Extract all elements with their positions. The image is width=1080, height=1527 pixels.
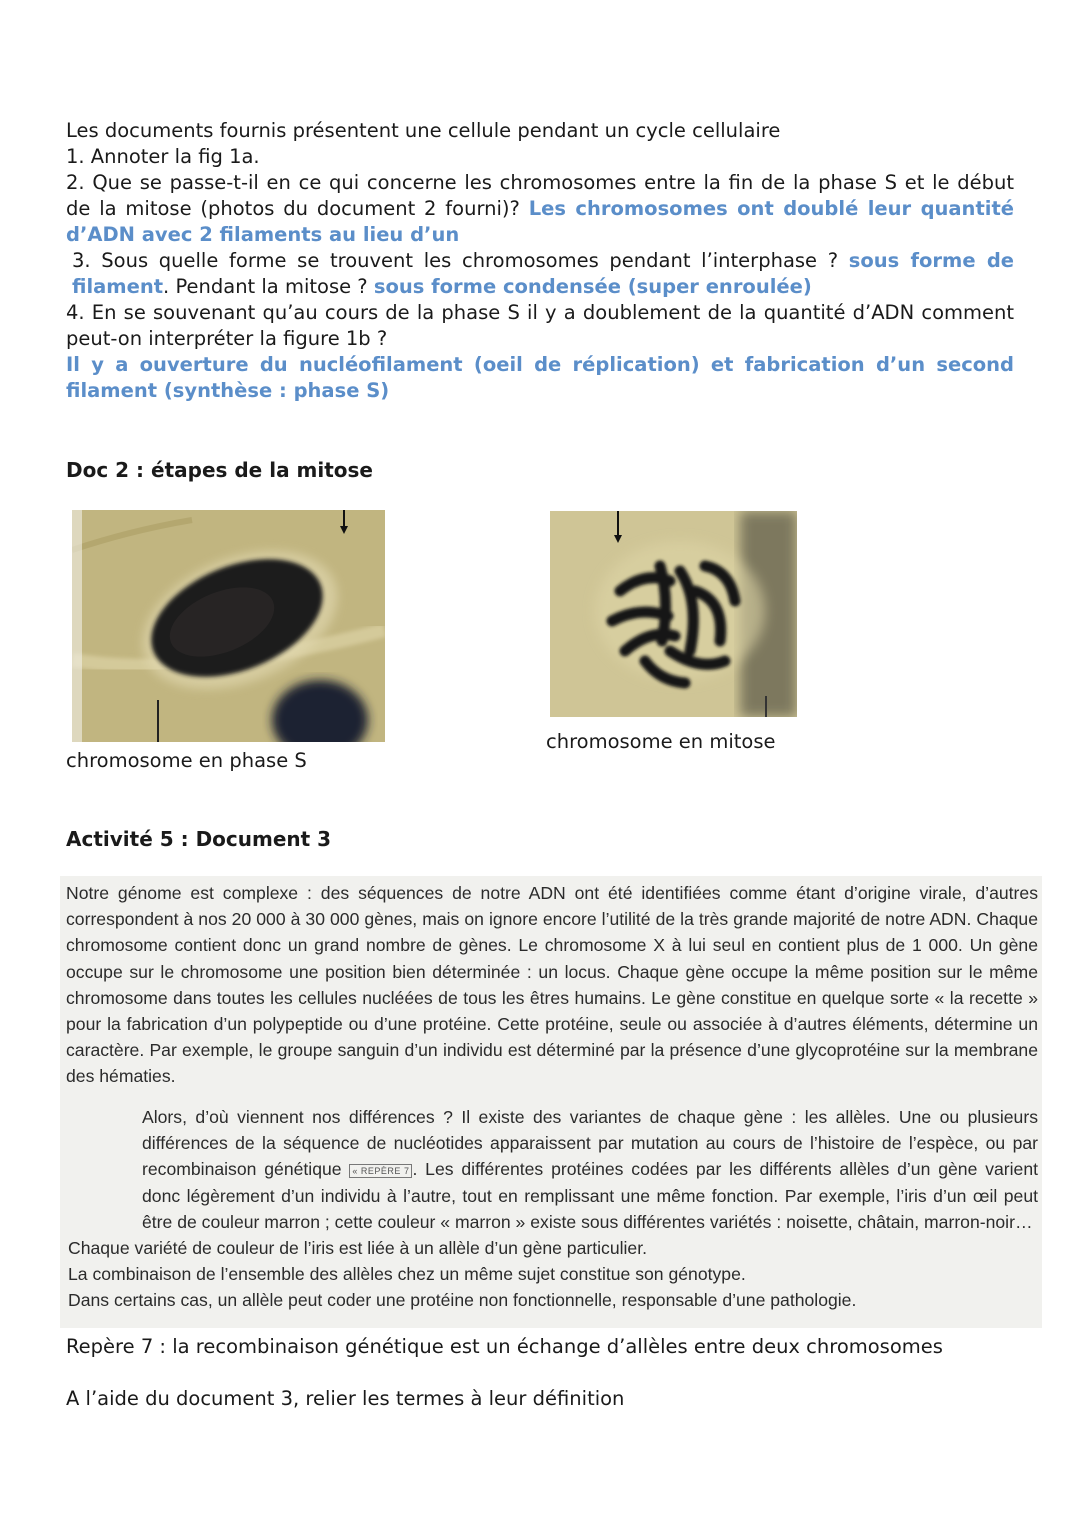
answer-4: Il y a ouverture du nucléofilament (oeil de réplication) et fabrication d’un second filament (synthèse : phase S) — [66, 353, 1014, 402]
repere-7-definition: Repère 7 : la recombinaison génétique est un échange d’allèles entre deux chromosomes — [66, 1335, 943, 1358]
question-4: 4. En se souvenant qu’au cours de la phase S il y a doublement de la quantité d’ADN comment peut-on interpréter la figure 1b ? — [66, 301, 1014, 350]
doc3-paragraph-1: Notre génome est complexe : des séquences de notre ADN ont été identifiées comme étant d’origine virale, d’autres correspondent à nos 20 000 à 30 000 gènes, mais on ignore encore l’utilité de la très grande majorité de notre ADN. Chaque chromosome contient donc un grand nombre de gènes. Le chromosome X à lui seul en contient plus de 1 000. Un gène occupe sur le chromosome une position bien déterminée : un locus. Chaque gène occupe la même position sur le même chromosome dans toutes les cellules nucléées de tous les êtres humains. Le gène constitue en quelque sorte « la recette » pour la fabrication d’un polypeptide ou d’une protéine. Cette protéine, seule ou associée à d’autres éléments, détermine un caractère. Par exemple, le groupe sanguin d’un individu est déterminé par la présence d’une glycoprotéine sur la membrane des hématies. — [66, 883, 1038, 1087]
doc2-title: Doc 2 : étapes de la mitose — [66, 458, 373, 482]
answer-3b: sous forme condensée (super enroulée) — [373, 275, 812, 298]
caption-mitose: chromosome en mitose — [546, 730, 776, 753]
doc3-paragraph-2-end: . Les différentes protéines codées par les différents allèles d’un gène varient donc légèrement d’un individu à l’autre, tout en remplissant une même fonction. Par exemple, l’iris d’un œil peut être de couleur marron ; cette couleur « marron » existe sous différentes variétés : noisette, châtain, marron-noir… — [142, 1159, 1039, 1232]
instruction: A l’aide du document 3, relier les termes à leur définition — [66, 1387, 625, 1410]
document-3-scan — [60, 876, 1042, 1328]
question-3-block — [66, 248, 1014, 300]
question-2: 2. Que se passe-t-il en ce qui concerne les chromosomes entre la fin de la phase S et le début de la mitose (photos du document 2 fourni)? — [66, 171, 1014, 220]
answer-3a: sous forme de filament — [72, 249, 1015, 298]
question-1: 1. Annoter la fig 1a. — [66, 145, 260, 168]
intro-line: Les documents fournis présentent une cellule pendant un cycle cellulaire — [66, 119, 781, 142]
question-3b: . Pendant la mitose ? — [163, 275, 368, 298]
question-3a: 3. Sous quelle forme se trouvent les chromosomes pendant l’interphase ? — [72, 249, 839, 272]
activity-title: Activité 5 : Document 3 — [66, 827, 332, 851]
doc3-line-2: La combinaison de l’ensemble des allèles chez un même sujet constitue son génotype. — [68, 1264, 746, 1284]
caption-phase-s: chromosome en phase S — [66, 749, 307, 772]
photo-mitose — [550, 511, 797, 717]
doc3-line-1: Chaque variété de couleur de l’iris est liée à un allèle d’un gène particulier. — [68, 1238, 647, 1258]
question-2-block — [66, 170, 1014, 248]
doc3-line-3: Dans certains cas, un allèle peut coder une protéine non fonctionnelle, responsable d’une pathologie. — [68, 1290, 857, 1310]
doc3-paragraph-2 — [142, 1104, 1038, 1235]
repere-7-badge: « REPÈRE 7 — [349, 1164, 412, 1178]
doc3-paragraph-2-start: Alors, d’où viennent nos différences ? Il existe des variantes de chaque gène : les allèles. Une ou plusieurs différences de la séquence de nucléotides apparaissent par mutation au cours de l’histoire de l’espèce, ou par recombinaison génétique — [142, 1107, 1038, 1180]
answer-2: Les chromosomes ont doublé leur quantité d’ADN avec 2 filaments au lieu d’un — [66, 197, 1014, 246]
photo-phase-s — [72, 510, 385, 742]
